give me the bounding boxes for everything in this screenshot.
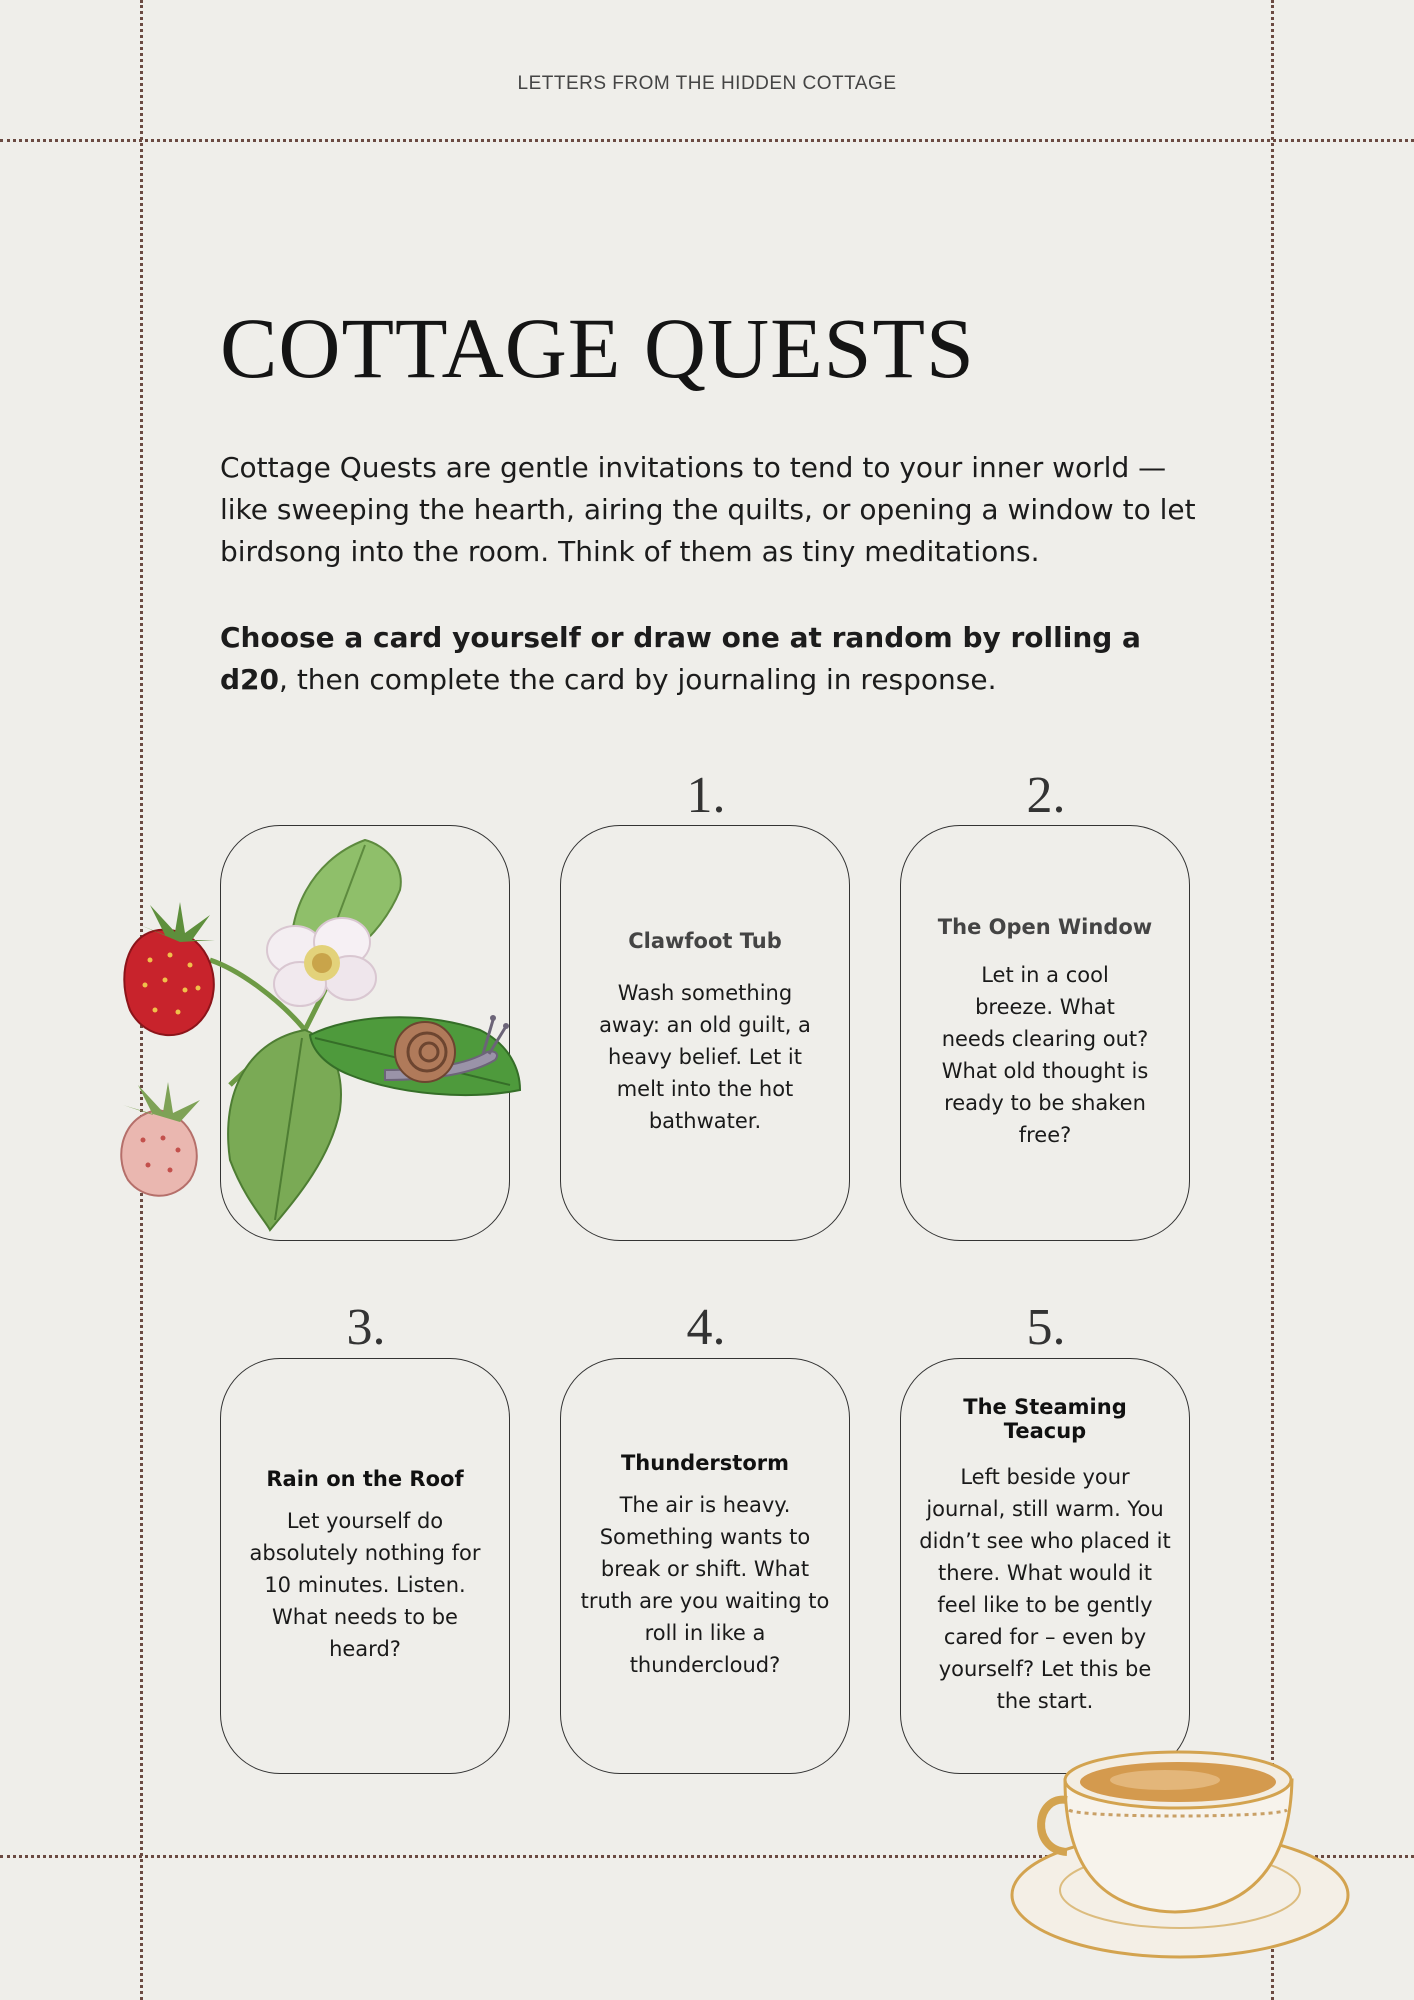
- card-title: Rain on the Roof: [266, 1467, 464, 1491]
- quest-card-2[interactable]: [900, 825, 1190, 1241]
- instruction-rest: , then complete the card by journaling in response.: [279, 663, 997, 696]
- top-dotted-border: [0, 139, 1414, 142]
- quest-card-3[interactable]: [220, 1358, 510, 1774]
- card-title: The Steaming Teacup: [963, 1395, 1127, 1443]
- instruction-bold: Choose a card yourself or draw one at random by rolling a d20: [220, 621, 1141, 696]
- card-body: Wash something away: an old guilt, a heavy belief. Let it melt into the hot bathwater.: [599, 981, 811, 1133]
- header-title: LETTERS FROM THE HIDDEN COTTAGE: [517, 73, 897, 94]
- right-dotted-border: [1271, 0, 1274, 2000]
- card-number-3: 3.: [346, 1299, 386, 1356]
- quest-card-1[interactable]: [560, 825, 850, 1241]
- card-body: Let yourself do absolutely nothing for 10 minutes. Listen. What needs to be heard?: [249, 1509, 481, 1661]
- card-title: Clawfoot Tub: [628, 929, 782, 953]
- card-number-4: 4.: [686, 1299, 726, 1356]
- card-title: Thunderstorm: [620, 1451, 789, 1475]
- strawberry-snail-illustration: [80, 830, 550, 1260]
- quest-card-5[interactable]: [900, 1358, 1190, 1774]
- card-body: Left beside your journal, still warm. You didn’t see who placed it there. What would it feel like to be gently cared for – even by yourself? Let this be the start.: [919, 1465, 1171, 1713]
- instruction-paragraph: [220, 617, 1210, 701]
- teacup-illustration: [1005, 1740, 1360, 1980]
- card-body: Let in a cool breeze. What needs clearing out? What old thought is ready to be shaken free?: [941, 963, 1149, 1147]
- quest-card-4[interactable]: [560, 1358, 850, 1774]
- card-number-1: 1.: [686, 767, 726, 824]
- card-number-2: 2.: [1026, 767, 1066, 824]
- card-title: The Open Window: [937, 915, 1153, 939]
- page-title: COTTAGE QUESTS: [220, 300, 975, 396]
- card-body: The air is heavy. Something wants to break or shift. What truth are you waiting to roll in like a thundercloud?: [580, 1493, 830, 1677]
- intro-paragraph: Cottage Quests are gentle invitations to tend to your inner world — like sweeping the hearth, airing the quilts, or opening a window to let birdsong into the room. Think of them as tiny meditations.: [220, 451, 1196, 568]
- card-number-5: 5.: [1026, 1299, 1066, 1356]
